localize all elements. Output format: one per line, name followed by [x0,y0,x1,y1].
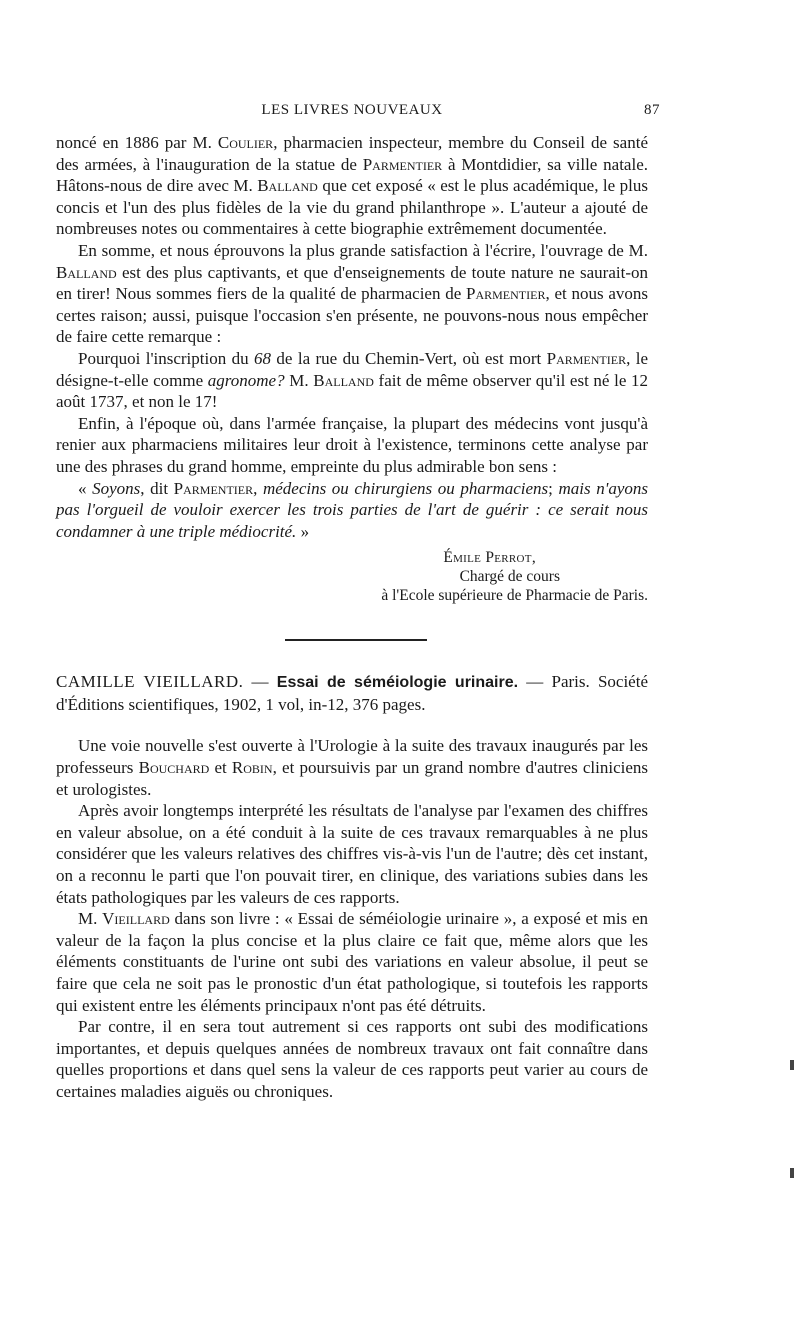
person-name: Balland [313,370,374,390]
review-author: CAMILLE VIEILLARD. [56,672,244,692]
review-book-title: Essai de séméiologie urinaire. [276,674,519,692]
text-run: dans son livre : « Essai de séméiologie urinaire », a exposé et mis en valeur de la façon la plus concise et la plus claire ce fait que, même alors que les éléments constituants de l'urine ont subi des variations en valeur absolue, il peut se faire que cela ne soit pas le pronostic d'un état pathologique, si toutefois les rapports qui existent entre les éléments principaux n'ont pas été détruits. [56,909,648,1015]
text-run: , le désigne-t-elle comme [56,348,648,390]
text-run: , et poursuivis par un grand nombre d'autres cliniciens et urologistes. [56,758,649,799]
text-run: de la rue du Chemin-Vert, où est mort [271,348,547,368]
article-paragraph-3 [56,348,648,413]
scan-margin-mark [790,1168,794,1178]
page-number: 87 [644,102,660,118]
article-paragraph-4 [56,413,648,478]
text-run: » [296,521,310,541]
review-paragraph-1 [56,735,648,800]
signature-block [56,548,648,605]
signature-title: Chargé de cours [459,568,560,586]
text-run: et [209,758,232,778]
text-run: est des plus captivants, et que d'enseignements de toute nature ne saurait-on en tirer! Nous sommes fiers de la qualité de pharmacien de [56,262,648,304]
person-name: Robin [231,758,273,778]
review-heading [56,671,648,715]
text-run: à Montdidier, sa ville natale. Hâtons-nous de dire avec M. [56,154,648,196]
review-paragraph-2 [56,800,648,908]
person-name: Parmentier [362,154,443,174]
signature-name: Émile Perrot, [443,549,536,567]
text-run: , et nous avons certes raison; aussi, puisque l'occasion s'en présente, ne pouvons-nous nous empêcher de faire cette remarque : [56,284,649,347]
text-run: Une voie nouvelle s'est ouverte à l'Urologie à la suite des travaux inaugurés par les professeurs [56,736,648,778]
review-paragraph-3 [56,908,648,1016]
person-name: Balland [56,262,117,282]
italic-run: mais n'ayons pas l'orgueil de vouloir exercer les trois parties de l'art de guérir : ce serait nous condamner à une triple médiocrité. [56,478,648,541]
text-run: M. [284,370,314,390]
text-run: « [78,478,93,498]
section-divider [285,639,427,641]
article-paragraph-2 [56,240,648,348]
scan-margin-mark [790,1060,794,1070]
person-name: Parmentier [173,478,254,498]
text-run: ; [548,478,559,498]
person-name: Bouchard [138,758,210,778]
text-run: Par contre, il en sera tout autrement si ces rapports ont subi des modifications importantes, et depuis quelques années de nombreux travaux ont fait connaître dans quelles proportions et dans quel sens la valeur de ces rapports peut varier au cours de certaines maladies aiguës ou chroniques. [56,1017,648,1101]
person-name: Vieillard [102,909,170,929]
review-publication-info: — Paris. Société d'Éditions scientifiques, 1902, 1 vol, in-12, 376 pages. [56,672,648,714]
italic-run: 68 [254,348,272,368]
text-run: , pharmacien inspecteur, membre du Conseil de santé des armées, à l'inauguration de la statue de [56,133,648,174]
article-body [56,132,648,542]
text-run: En somme, et nous éprouvons la plus grande satisfaction à l'écrire, l'ouvrage de M. [78,240,648,260]
running-head [56,92,660,118]
italic-run: médecins ou chirurgiens ou pharmaciens [262,478,549,498]
text-run: , [253,478,263,498]
review-body [56,735,648,1102]
page [56,92,660,1103]
text-run: fait de même observer qu'il est né le 12 août 1737, et non le 17! [56,370,648,412]
text-run: noncé en 1886 par M. [56,133,218,152]
text-run: que cet exposé « est le plus académique, le plus concis et l'un des plus fidèles de la vie du grand philanthrope ». L'auteur a ajouté de nombreuses notes ou commentaires à cette biographie extrêmement documentée. [56,176,648,239]
italic-run: agronome? [207,370,285,390]
text-run: Après avoir longtemps interprété les résultats de l'analyse par l'examen des chiffres en valeur absolue, on a été conduit à la suite de ces travaux remarquables à ne plus considérer que les valeurs relatives des chiffres vis-à-vis l'un de l'autre; dès cet instant, on a reconnu le parti que l'on pouvait tirer, en clinique, des variations subies dans les états pathologiques par les valeurs de ces rapports. [56,801,648,907]
person-name: Parmentier [466,284,546,304]
italic-run: Soyons [92,478,141,498]
article-paragraph-1 [56,132,648,240]
person-name: Balland [257,176,318,196]
running-head-title: LES LIVRES NOUVEAUX [261,102,443,118]
text-run: Pourquoi l'inscription du [78,348,255,368]
review-paragraph-4 [56,1016,648,1102]
signature-institution: à l'Ecole supérieure de Pharmacie de Paris. [381,587,648,605]
person-name: Coulier [217,133,274,152]
text-run: — [243,672,277,692]
text-run: M. [78,909,103,929]
text-run: , dit [140,478,174,498]
text-run: Enfin, à l'époque où, dans l'armée française, la plupart des médecins vont jusqu'à renier aux pharmaciens militaires leur droit à l'existence, terminons cette analyse par une des phrases du grand homme, empreinte du plus admirable bon sens : [56,413,648,476]
article-quote [56,478,648,543]
person-name: Parmentier [546,348,627,368]
